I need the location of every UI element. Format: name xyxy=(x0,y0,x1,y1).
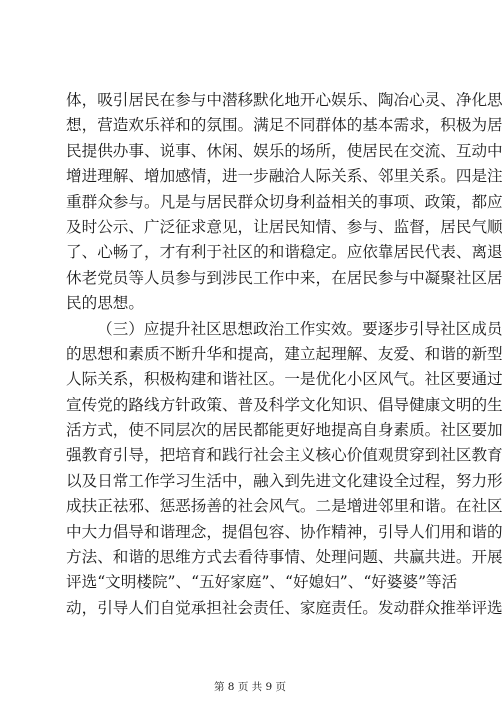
page-number-footer: 第 8 页 共 9 页 xyxy=(213,681,287,693)
text-line: 宣传党的路线方针政策、普及科学文化知识、倡导健康文明的生 xyxy=(66,395,503,414)
text-line: 及时公示、广泛征求意见，让居民知情、参与、监督，居民气顺 xyxy=(66,217,503,236)
text-line: 活方式，使不同层次的居民都能更好地提高自身素质。社区要加 xyxy=(66,421,503,440)
text-line: 想，营造欢乐祥和的氛围。满足不同群体的基本需求，积极为居 xyxy=(66,116,503,135)
text-line: 中大力倡导和谐理念，提倡包容、协作精神，引导人们用和谐的 xyxy=(66,522,503,541)
text-line: 民的思想。 xyxy=(66,294,144,313)
text-line: 人际关系，积极构建和谐社区。一是优化小区风气。社区要通过 xyxy=(66,370,503,389)
text-line: 重群众参与。凡是与居民群众切身利益相关的事项、政策，都应 xyxy=(66,192,503,211)
text-line: 动，引导人们自觉承担社会责任、家庭责任。发动群众推举评选 xyxy=(66,598,503,617)
text-line: 评选“文明楼院”、“五好家庭”、“好媳妇”、“好婆婆”等活 xyxy=(66,573,458,592)
text-line: 以及日常工作学习生活中，融入到先进文化建设全过程，努力形 xyxy=(66,471,503,490)
text-line: 成扶正祛邪、惩恶扬善的社会风气。二是增进邻里和谐。在社区 xyxy=(66,497,503,516)
text-line: 休老党员等人员参与到涉民工作中来，在居民参与中凝聚社区居 xyxy=(66,268,503,287)
text-line: 体，吸引居民在参与中潜移默化地开心娱乐、陶冶心灵、净化思 xyxy=(66,91,503,109)
text-line: 方法、和谐的思维方式去看待事情、处理问题、共赢共进。开展 xyxy=(66,548,503,567)
text-line: 的思想和素质不断升华和提高，建立起理解、友爱、和谐的新型 xyxy=(66,344,503,363)
body-text xyxy=(66,88,503,621)
text-line: 了、心畅了，才有利于社区的和谐稳定。应依靠居民代表、离退 xyxy=(66,243,503,262)
text-line: （三）应提升社区思想政治工作实效。要逐步引导社区成员 xyxy=(97,319,503,338)
text-line: 强教育引导，把培育和践行社会主义核心价值观贯穿到社区教育 xyxy=(66,446,503,465)
text-line: 增进理解、增加感情，进一步融洽人际关系、邻里关系。四是注 xyxy=(66,167,503,186)
text-line: 民提供办事、说事、休闲、娱乐的场所，使居民在交流、互动中 xyxy=(66,141,503,160)
